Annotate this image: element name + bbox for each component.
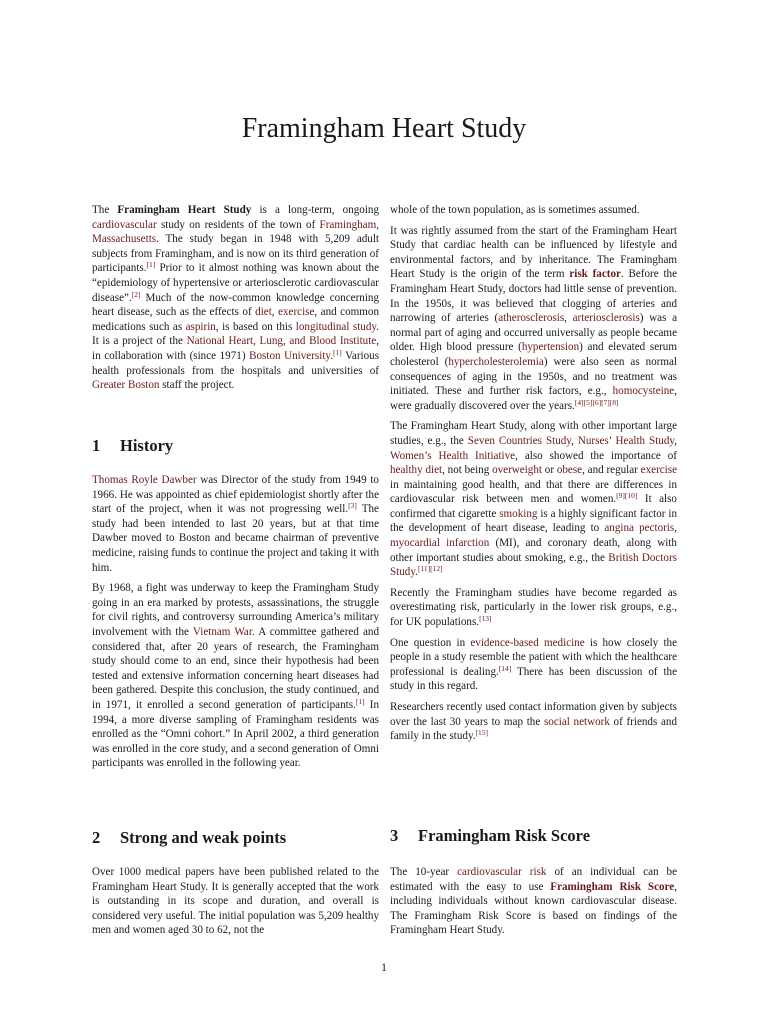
section-heading-strong-weak: 2 Strong and weak points xyxy=(92,828,287,847)
link-homocysteine[interactable]: homocysteine xyxy=(612,385,675,398)
citation-link[interactable]: [1] xyxy=(333,347,342,357)
link-hypercholesterolemia[interactable]: hypercholesterolemia xyxy=(448,355,544,368)
risk-factor-paragraph: It was rightly assumed from the start of the Framingham Heart Study that cardiac health can be influenced by lifestyle and environmental factors, and by inheritance. The Framingham Heart Study is the origin of the term risk factor. Before the Framingham Heart Study, doctors had little sense of prevention. In the 1950s, it was believed that clogging of arteries and narrowing of arteries (atherosclerosis, arteriosclerosis) was a normal part of aging and occurred universally as people became older. High blood pressure (hypertension) and elevated serum cholesterol (hypercholesterolemia) were also seen as normal consequences of aging in the 1950s, and no treatment was initiated. These and further risk factors, e.g., homocysteine, were gradually discovered over the years.[4][5][6][7][8] xyxy=(390,224,677,412)
link-longitudinal-study[interactable]: longitudinal study xyxy=(295,320,377,333)
link-womens-health-initiative[interactable]: Women’s Health Initiative xyxy=(390,449,516,462)
history-paragraph-1: Thomas Royle Dawber was Director of the study from 1949 to 1966. He was appointed as chief epidemiologist shortly after the start of the project, when it was not progressing well.[3] The study had been intended to last 20 years, but at that time Dawber moved to Boston and became chairman of preventive medicine, raising funds to continue the project and taking it with him. xyxy=(92,474,379,574)
citation-link[interactable]: [14] xyxy=(498,663,512,673)
history-column xyxy=(92,473,379,777)
intro-paragraph: The Framingham Heart Study is a long-term, ongoing cardiovascular study on residents of the town of Framingham, Massachusetts. The study began in 1948 with 5,209 adult subjects from Framingham, and is now on its third generation of participants.[1] Prior to it almost nothing was known about the “epidemiology of hypertensive or arteriosclerotic cardiovascular disease”.[2] Much of the now-common knowledge concerning heart disease, such as the effects of diet, exercise, and common medications such as aspirin, is based on this longitudinal study. It is a project of the National Heart, Lung, and Blood Institute, in collaboration with (since 1971) Boston University.[1] Various health professionals from the hospitals and universities of Greater Boston staff the project. xyxy=(92,204,380,392)
section-heading-history: 1 History xyxy=(92,436,174,455)
link-atherosclerosis[interactable]: atherosclerosis xyxy=(498,312,565,325)
link-framingham[interactable]: Framingham, Massachusetts xyxy=(92,218,379,246)
right-column xyxy=(390,203,677,750)
strong-weak-column xyxy=(92,865,379,944)
strong-weak-paragraph: Over 1000 medical papers have been published related to the Framingham Heart Study. It is generally accepted that the work is outstanding in its scope and duration, and overall is considered very useful. The initial population was 5,209 healthy men and women aged 30 to 62, not the xyxy=(92,866,379,937)
link-arteriosclerosis[interactable]: arteriosclerosis xyxy=(572,312,640,325)
history-paragraph-2: By 1968, a fight was underway to keep the Framingham Study going in an era marked by protests, assassinations, the struggle for civil rights, and controversy surrounding America’s military involvement with the Vietnam War. A committee gathered and considered that, after 20 years of research, the Framingham study should come to an end, since their hypothesis had been tested and extensive information concerning heart diseases had been gathered. Despite this conclusion, the study continued, and in 1971, it enrolled a second generation of participants.[1] In 1994, a more diverse sampling of Framingham residents was enrolled as the “Omni cohort.” In April 2002, a third generation was enrolled in the core study, and a second generation of Omni participants was enrolled in the following year. xyxy=(92,582,379,770)
link-greater-boston[interactable]: Greater Boston xyxy=(92,379,160,392)
citation-link[interactable]: [11][12] xyxy=(417,564,443,574)
link-exercise[interactable]: exercise xyxy=(278,306,315,319)
link-framingham-risk-score[interactable]: Framingham Risk Score xyxy=(550,880,675,893)
citation-link[interactable]: [3] xyxy=(348,501,357,511)
page-number: 1 xyxy=(381,960,387,974)
link-angina-pectoris[interactable]: angina pectoris xyxy=(604,522,675,535)
citation-link[interactable]: [15] xyxy=(475,728,489,738)
other-studies-paragraph: The Framingham Heart Study, along with other important large studies, e.g., the Seven Countries Study, Nurses’ Health Study, Women’s Health Initiative, also showed the importance of healthy diet, not being overweight or obese, and regular exercise in maintaining good health, and that there are differences in cardiovascular risk between men and women.[9][10] It also confirmed that cigarette smoking is a highly significant factor in the development of heart disease, leading to angina pectoris, myocardial infarction (MI), and coronary death, along with other important studies about smoking, e.g., the British Doctors Study.[11][12] xyxy=(390,420,678,579)
link-boston-university[interactable]: Boston University xyxy=(249,349,331,362)
link-british-doctors-study[interactable]: British Doctors Study xyxy=(390,551,677,579)
link-hypertension[interactable]: hypertension xyxy=(521,341,580,354)
continuation-paragraph: whole of the town population, as is sometimes assumed. xyxy=(390,204,640,216)
citation-link[interactable]: [13] xyxy=(479,614,492,624)
citation-link[interactable]: [1] xyxy=(146,260,156,270)
section-heading-risk-score: 3 Framingham Risk Score xyxy=(390,826,591,845)
link-smoking[interactable]: smoking xyxy=(499,507,538,520)
link-cardiovascular-risk[interactable]: cardiovascular risk xyxy=(457,866,547,878)
link-exercise[interactable]: exercise xyxy=(640,464,678,477)
link-social-network[interactable]: social network xyxy=(543,715,610,728)
overestimating-paragraph: Recently the Framingham studies have become regarded as overestimating risk, particularly in the lower risk groups, e.g., for UK populations.[13] xyxy=(390,586,677,629)
intro-column xyxy=(92,203,379,399)
link-seven-countries-study[interactable]: Seven Countries Study xyxy=(467,434,572,447)
link-overweight[interactable]: overweight xyxy=(492,464,542,477)
link-myocardial-infarction[interactable]: myocardial infarction xyxy=(390,537,490,550)
citation-link[interactable]: [2] xyxy=(131,289,141,299)
article-subject: Framingham Heart Study xyxy=(117,204,252,216)
citation-link[interactable]: [9][10] xyxy=(616,491,638,501)
citation-link[interactable]: [4][5][6][7][8] xyxy=(574,397,619,407)
link-cardiovascular[interactable]: cardiovascular xyxy=(92,218,157,231)
page-title: Framingham Heart Study xyxy=(241,113,527,144)
link-aspirin[interactable]: aspirin xyxy=(185,320,216,333)
social-network-paragraph: Researchers recently used contact information given by subjects over the last 30 years to map the social network of friends and family in the study.[15] xyxy=(390,701,677,743)
link-healthy-diet[interactable]: healthy diet xyxy=(390,464,443,477)
risk-score-paragraph: The 10-year cardiovascular risk of an individual can be estimated with the easy to use Framingham Risk Score, including individuals without known cardiovascular disease. The Framingham Risk Score is based on findings of the Framingham Heart Study. xyxy=(390,866,678,937)
link-thomas-royle-dawber[interactable]: Thomas Royle Dawber xyxy=(92,474,197,486)
evidence-based-paragraph: One question in evidence-based medicine is how closely the people in a study resemble the patient with which the healthcare professional is dealing.[14] There has been discussion of the study in this regard. xyxy=(390,636,678,693)
link-nhlbi[interactable]: National Heart, Lung, and Blood Institute xyxy=(186,335,377,348)
link-diet[interactable]: diet xyxy=(255,306,272,319)
risk-score-column xyxy=(390,865,677,944)
link-evidence-based-medicine[interactable]: evidence-based medicine xyxy=(470,636,585,649)
link-risk-factor[interactable]: risk factor xyxy=(569,268,621,281)
link-nurses-health-study[interactable]: Nurses’ Health Study xyxy=(577,434,675,447)
link-vietnam-war[interactable]: Vietnam War xyxy=(192,625,252,638)
link-obese[interactable]: obese xyxy=(556,464,583,477)
citation-link[interactable]: [1] xyxy=(355,696,365,706)
